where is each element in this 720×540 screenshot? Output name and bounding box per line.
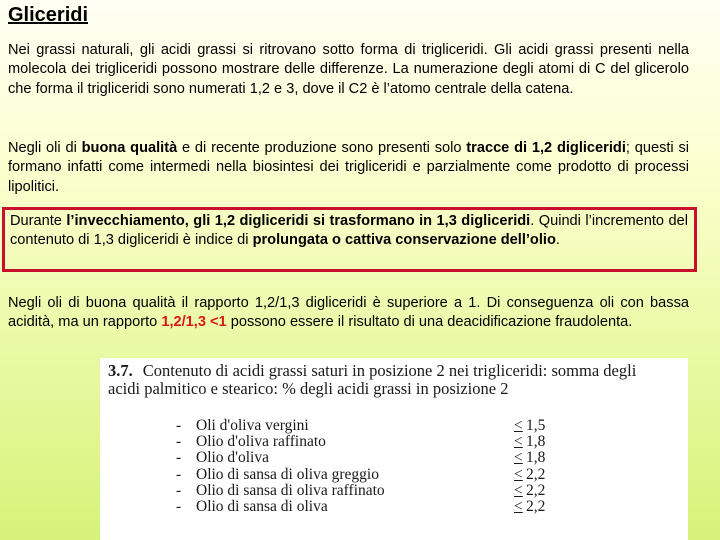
- oil-type: Olio di sansa di oliva: [196, 497, 328, 515]
- oil-type: Olio d'oliva raffinato: [196, 433, 326, 451]
- list-item: [176, 467, 556, 483]
- text: Negli oli di: [8, 140, 82, 156]
- bullet-dash: -: [176, 465, 182, 483]
- bullet-dash: -: [176, 497, 182, 515]
- figure-caption-text: Contenuto di acidi grassi saturi in posizione 2 nei trigliceridi: somma degli acidi palmitico e stearico: % degli acidi grassi in posizione 2: [108, 361, 637, 398]
- list-item: [176, 450, 556, 466]
- limit-value: 2,2: [526, 481, 546, 499]
- bullet-dash: -: [176, 433, 182, 451]
- scanned-table-figure: [100, 358, 688, 540]
- emphasis: tracce di 1,2 digliceridi: [466, 140, 626, 156]
- ratio-highlight: 1,2/1,3 <1: [161, 314, 227, 331]
- paragraph-ratio: [8, 294, 689, 333]
- text: Durante: [10, 213, 67, 229]
- paragraph-intro: Nei grassi naturali, gli acidi grassi si ritrovano sotto forma di trigliceridi. Gli acidi grassi presenti nella molecola dei trigliceridi possono mostrare delle differenze. La numerazione degli atomi di C del glicerolo che forma il trigliceridi sono numerati 1,2 e 3, dove il C2 è l’atomo centrale della catena.: [8, 42, 689, 97]
- comparator: <: [514, 497, 523, 515]
- comparator: <: [514, 449, 523, 467]
- highlight-box-aging: [2, 207, 697, 272]
- emphasis: l’invecchiamento, gli 1,2 digliceridi si trasformano in 1,3 digliceridi: [66, 213, 531, 229]
- oil-type: Oli d'oliva vergini: [196, 417, 309, 434]
- limit-value: 2,2: [526, 497, 546, 515]
- text: Negli oli di buona qualità il rapporto 1,2/1,3 digliceridi è superiore a 1. Di conseguenza oli con bassa acidità, ma un rapporto: [8, 295, 689, 331]
- oil-type: Olio di sansa di oliva raffinato: [196, 481, 385, 499]
- list-item: [176, 434, 556, 450]
- limit-value: 1,5: [526, 417, 546, 434]
- limit-value: 1,8: [526, 449, 546, 467]
- oil-type: Olio di sansa di oliva greggio: [196, 465, 379, 483]
- emphasis: buona qualità: [81, 140, 178, 156]
- comparator: <: [514, 465, 523, 483]
- paragraph-quality: [8, 139, 689, 197]
- list-item: [176, 483, 556, 499]
- slide-title: Gliceridi: [8, 4, 89, 26]
- limits-list: [176, 418, 556, 515]
- text: .: [555, 232, 560, 249]
- comparator: <: [514, 433, 523, 451]
- limit-value: 2,2: [526, 465, 546, 483]
- text: ; questi si formano infatti come intermedi nella biosintesi dei trigliceridi e parzialmente come prodotto di processi lipolitici.: [8, 140, 690, 195]
- emphasis: prolungata o cattiva conservazione dell’olio: [252, 232, 556, 249]
- list-item: [176, 418, 556, 434]
- list-item: [176, 499, 556, 515]
- figure-number: 3.7.: [108, 361, 133, 380]
- bullet-dash: -: [176, 481, 182, 499]
- bullet-dash: -: [176, 449, 182, 467]
- text: e di recente produzione sono presenti solo: [177, 140, 467, 156]
- comparator: <: [514, 417, 523, 434]
- oil-type: Olio d'oliva: [196, 449, 269, 467]
- bullet-dash: -: [176, 417, 182, 434]
- text: . Quindi l’incremento del contenuto di 1,3 digliceridi è indice di: [10, 213, 688, 249]
- text: possono essere il risultato di una deacidificazione fraudolenta.: [226, 314, 633, 331]
- comparator: <: [514, 481, 523, 499]
- figure-caption: [108, 362, 668, 398]
- limit-value: 1,8: [526, 433, 546, 451]
